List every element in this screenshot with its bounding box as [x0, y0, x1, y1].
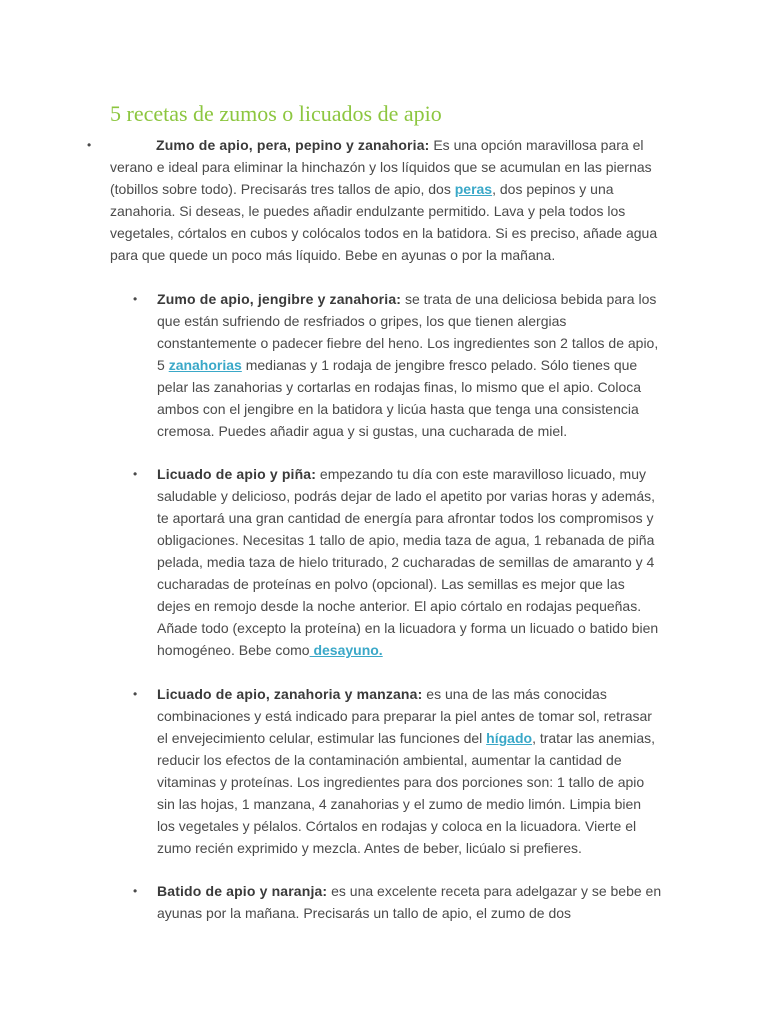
recipe-item-3	[157, 463, 662, 661]
recipe-item-5	[157, 880, 662, 924]
recipe-heading: Licuado de apio, zanahoria y manzana:	[157, 686, 423, 702]
link-peras[interactable]: peras	[454, 181, 493, 197]
recipe-text: , tratar las anemias, reducir los efectos de la contaminación ambiental, aumentar la cantidad de vitaminas y proteínas. Los ingredientes para dos porciones son: 1 tallo de apio sin las hojas, 1 manzana, 4 zanahorias y el zumo de medio limón. Limpia bien los vegetales y pélalos. Córtalos en rodajas y coloca en la licuadora. Vierte el zumo recién exprimido y mezcla. Antes de beber, licúalo si prefieres.	[157, 730, 655, 856]
page-title: 5 recetas de zumos o licuados de apio	[110, 101, 442, 126]
link-desayuno[interactable]: desayuno.	[309, 642, 383, 658]
recipe-item-1	[110, 134, 670, 266]
recipe-text: empezando tu día con este maravilloso licuado, muy saludable y delicioso, podrás dejar de lado el apetito por varias horas y además, te aportará una gran cantidad de energía para afrontar todos los compromisos y obligaciones. Necesitas 1 tallo de apio, media taza de agua, 1 rebanada de piña pelada, media taza de hielo triturado, 2 cucharadas de semillas de amaranto y 4 cucharadas de proteínas en polvo (opcional). Las semillas es mejor que las dejes en remojo desde la noche anterior. El apio córtalo en rodajas pequeñas. Añade todo (excepto la proteína) en la licuadora y forma un licuado o batido bien homogéneo. Bebe como	[157, 466, 659, 658]
bullet-marker: •	[87, 138, 92, 152]
recipe-text: , dos pepinos y una zanahoria. Si deseas, le puedes añadir endulzante permitido. Lava y pela todos los vegetales, córtalos en cubos y colócalos todos en la batidora. Si es preciso, añade agua para que quede un poco más líquido. Bebe en ayunas o por la mañana.	[110, 181, 658, 263]
bullet-marker: •	[133, 467, 138, 481]
recipe-heading: Licuado de apio y piña:	[157, 466, 317, 482]
recipe-text: Es una opción maravillosa para el verano e ideal para eliminar la hinchazón y los líquidos que se acumulan en las piernas (tobillos sobre todo). Precisarás tres tallos de apio, dos	[110, 137, 652, 197]
recipe-text: es una excelente receta para adelgazar y se bebe en ayunas por la mañana. Precisarás un tallo de apio, el zumo de dos	[157, 883, 662, 921]
recipe-heading: Zumo de apio, jengibre y zanahoria:	[157, 291, 402, 307]
recipe-item-4	[157, 683, 662, 859]
recipe-text: es una de las más conocidas combinaciones y está indicado para preparar la piel antes de tomar sol, retrasar el envejecimiento celular, estimular las funciones del	[157, 686, 652, 746]
recipe-heading: Batido de apio y naranja:	[157, 883, 328, 899]
link-zanahorias[interactable]: zanahorias	[168, 357, 242, 373]
bullet-marker: •	[133, 687, 138, 701]
recipe-item-2	[157, 288, 662, 442]
bullet-marker: •	[133, 292, 138, 306]
recipe-text: se trata de una deliciosa bebida para los que están sufriendo de resfriados o gripes, los que tienen alergias constantemente o padecer fiebre del heno. Los ingredientes son 2 tallos de apio, 5	[157, 291, 659, 373]
bullet-marker: •	[133, 884, 138, 898]
link-higado[interactable]: hígado	[486, 730, 533, 746]
recipe-heading: Zumo de apio, pera, pepino y zanahoria:	[156, 137, 430, 153]
recipe-text: medianas y 1 rodaja de jengibre fresco pelado. Sólo tienes que pelar las zanahorias y cortarlas en rodajas finas, lo mismo que el apio. Coloca ambos con el jengibre en la batidora y licúa hasta que tenga una consistencia cremosa. Puedes añadir agua y si gustas, una cucharada de miel.	[157, 357, 642, 439]
